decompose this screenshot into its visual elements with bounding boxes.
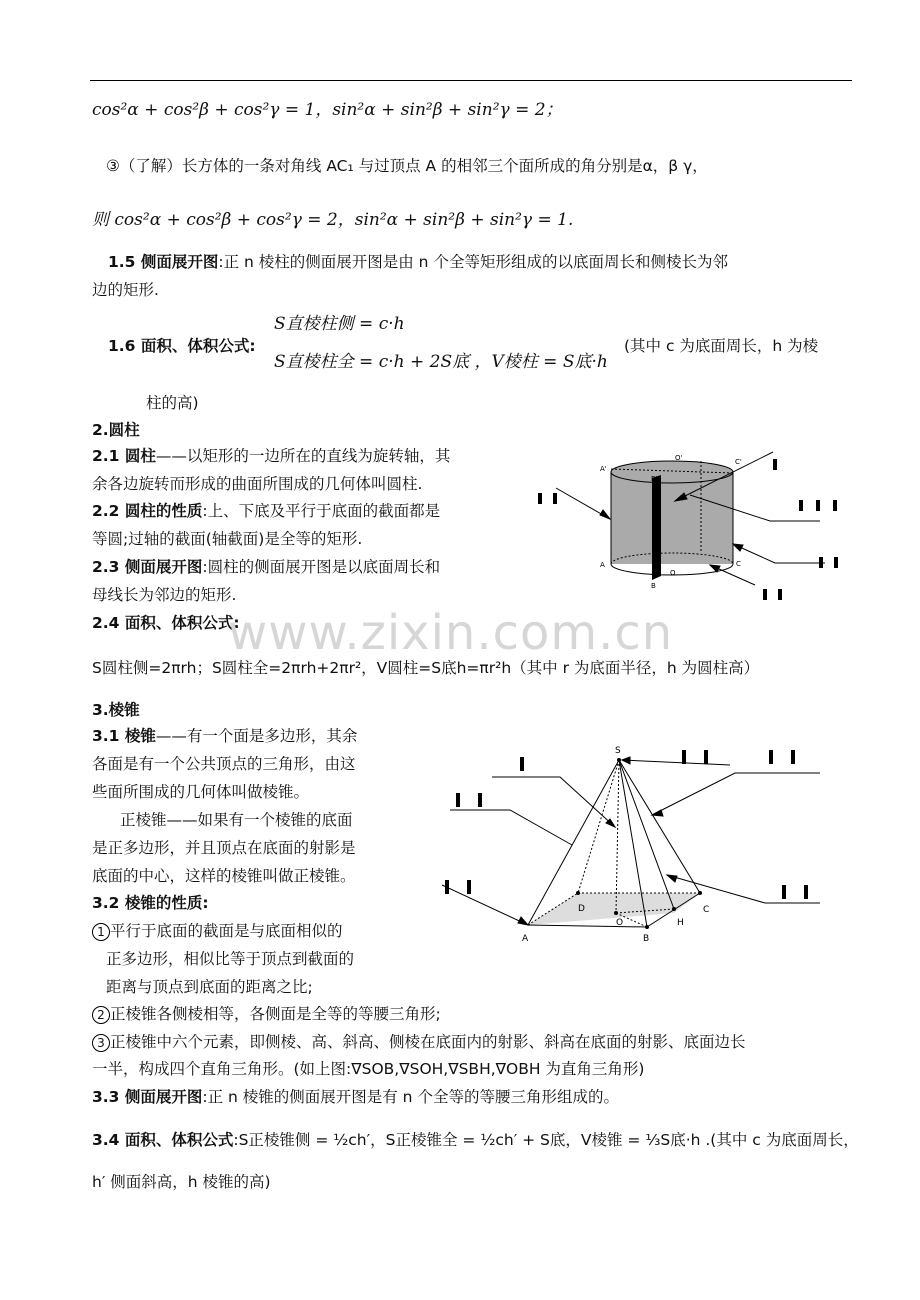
section-3-4-cont: h′ 侧面斜高，h 棱锥的高) <box>92 1173 271 1191</box>
regular-pyramid-def: 正棱锥——如果有一个棱锥的底面 <box>120 811 353 829</box>
svg-text:C: C <box>703 905 710 915</box>
section-2-3 <box>92 557 440 577</box>
section-text: ——有一个面是多边形，其余 <box>155 727 358 745</box>
section-1-6-note: (其中 c 为底面周长，h 为棱 <box>624 337 819 355</box>
cylinder-figure <box>530 445 860 615</box>
section-3-4 <box>92 1130 859 1150</box>
section-1-5-cont: 边的矩形. <box>92 281 159 299</box>
formula-prism-lateral: S直棱柱侧 = c·h <box>274 314 405 334</box>
pyramid-figure <box>430 735 830 950</box>
section-2-3-cont: 母线长为邻边的矩形. <box>92 586 237 604</box>
property-3-cont: 一半，构成四个直角三角形。(如上图:∇SOB,∇SOH,∇SBH,∇OBH 为直角三角形) <box>92 1060 645 1078</box>
cylinder-body <box>611 461 733 580</box>
section-3-1-cont-1: 各面是有一个公共顶点的三角形，由这 <box>92 755 356 773</box>
section-2-heading: 2.圆柱 <box>92 421 140 439</box>
section-2-4-heading: 2.4 面积、体积公式: <box>92 614 240 632</box>
svg-text:H: H <box>677 918 684 928</box>
property-1 <box>92 921 343 941</box>
section-text: :正 n 棱柱的侧面展开图是由 n 个全等矩形组成的以底面周长和侧棱长为邻 <box>218 253 728 271</box>
section-3-1-cont-2: 些面所围成的几何体叫做棱锥。 <box>92 783 310 801</box>
property-2 <box>92 1004 441 1024</box>
property-1-cont-2: 距离与顶点到底面的距离之比; <box>106 978 313 996</box>
section-1-6-note-cont: 柱的高) <box>146 394 199 412</box>
svg-text:A: A <box>522 934 529 944</box>
item-number: 2 <box>92 1006 110 1024</box>
section-3-heading: 3.棱锥 <box>92 701 140 719</box>
svg-text:B': B' <box>651 475 658 483</box>
section-3-1 <box>92 726 357 746</box>
section-text: :S正棱锥侧 = ½ch′，S正棱锥全 = ½ch′ + S底，V棱锥 = ⅓S底·h .(其中 c 为底面周长， <box>233 1131 859 1149</box>
section-3-3 <box>92 1087 619 1107</box>
section-3-2-heading: 3.2 棱锥的性质: <box>92 894 209 912</box>
svg-text:A: A <box>600 561 605 569</box>
svg-text:O: O <box>616 918 624 928</box>
svg-text:O: O <box>670 569 676 577</box>
item-text: （了解）长方体的一条对角线 AC₁ 与过顶点 A 的相邻三个面所成的角分别是α，β γ， <box>119 157 708 175</box>
section-2-1-cont: 余各边旋转而形成的曲面所围成的几何体叫圆柱. <box>92 475 423 493</box>
property-1-cont: 正多边形，相似比等于顶点到截面的 <box>106 950 355 968</box>
regular-pyramid-def-2: 是正多边形，并且顶点在底面的射影是 <box>92 839 356 857</box>
section-1-6-heading: 1.6 面积、体积公式: <box>108 337 256 355</box>
svg-text:D: D <box>578 904 585 914</box>
pyramid-body <box>528 758 702 929</box>
item-text: 平行于底面的截面是与底面相似的 <box>110 922 343 940</box>
item-number: 1 <box>92 923 110 941</box>
section-heading: 3.3 侧面展开图 <box>92 1088 203 1106</box>
item-text: 正棱锥各侧棱相等，各侧面是全等的等腰三角形; <box>110 1005 441 1023</box>
section-1-5 <box>108 252 728 272</box>
header-rule <box>90 80 852 81</box>
section-heading: 2.3 侧面展开图 <box>92 558 203 576</box>
section-heading: 3.4 面积、体积公式 <box>92 1131 234 1149</box>
section-2-2-cont: 等圆;过轴的截面(轴截面)是全等的矩形. <box>92 530 363 548</box>
watermark: www.zixin.com.cn <box>228 605 674 661</box>
svg-text:C': C' <box>735 458 742 466</box>
svg-text:C: C <box>736 560 741 568</box>
section-2-2 <box>92 501 440 521</box>
svg-text:B: B <box>643 934 650 944</box>
formula-line-3: 则 cos²α + cos²β + cos²γ = 2，sin²α + sin²β + sin²γ = 1. <box>92 210 574 230</box>
svg-text:A': A' <box>600 465 607 473</box>
section-text: :圆柱的侧面展开图是以底面周长和 <box>202 558 441 576</box>
svg-text:B: B <box>651 582 656 590</box>
section-heading: 2.1 圆柱 <box>92 447 156 465</box>
formula-prism-total: S直棱柱全 = c·h + 2S底 ，V棱柱 = S底·h <box>274 352 608 372</box>
section-text: ——以矩形的一边所在的直线为旋转轴，其 <box>155 447 451 465</box>
cylinder-formula-line: S圆柱侧=2πrh；S圆柱全=2πrh+2πr²，V圆柱=S底h=πr²h（其中 r 为底面半径，h 为圆柱高） <box>92 659 760 677</box>
section-heading: 3.1 棱锥 <box>92 727 156 745</box>
item-text: 正棱锥中六个元素，即侧棱、高、斜高、侧棱在底面内的射影、斜高在底面的射影、底面边长 <box>110 1033 746 1051</box>
svg-text:S: S <box>615 746 621 756</box>
section-heading: 2.2 圆柱的性质 <box>92 502 203 520</box>
item-number: 3 <box>92 1034 110 1052</box>
section-text: :上、下底及平行于底面的截面都是 <box>202 502 441 520</box>
section-2-1 <box>92 446 450 466</box>
item-number: ③ <box>106 157 120 175</box>
property-3 <box>92 1032 746 1052</box>
formula-line-1: cos²α + cos²β + cos²γ = 1，sin²α + sin²β + sin²γ = 2； <box>92 100 563 120</box>
item-3-line <box>106 156 708 176</box>
svg-text:O': O' <box>675 454 683 462</box>
section-text: :正 n 棱锥的侧面展开图是有 n 个全等的等腰三角形组成的。 <box>202 1088 619 1106</box>
section-heading: 1.5 侧面展开图 <box>108 253 219 271</box>
regular-pyramid-def-3: 底面的中心，这样的棱锥叫做正棱锥。 <box>92 867 356 885</box>
